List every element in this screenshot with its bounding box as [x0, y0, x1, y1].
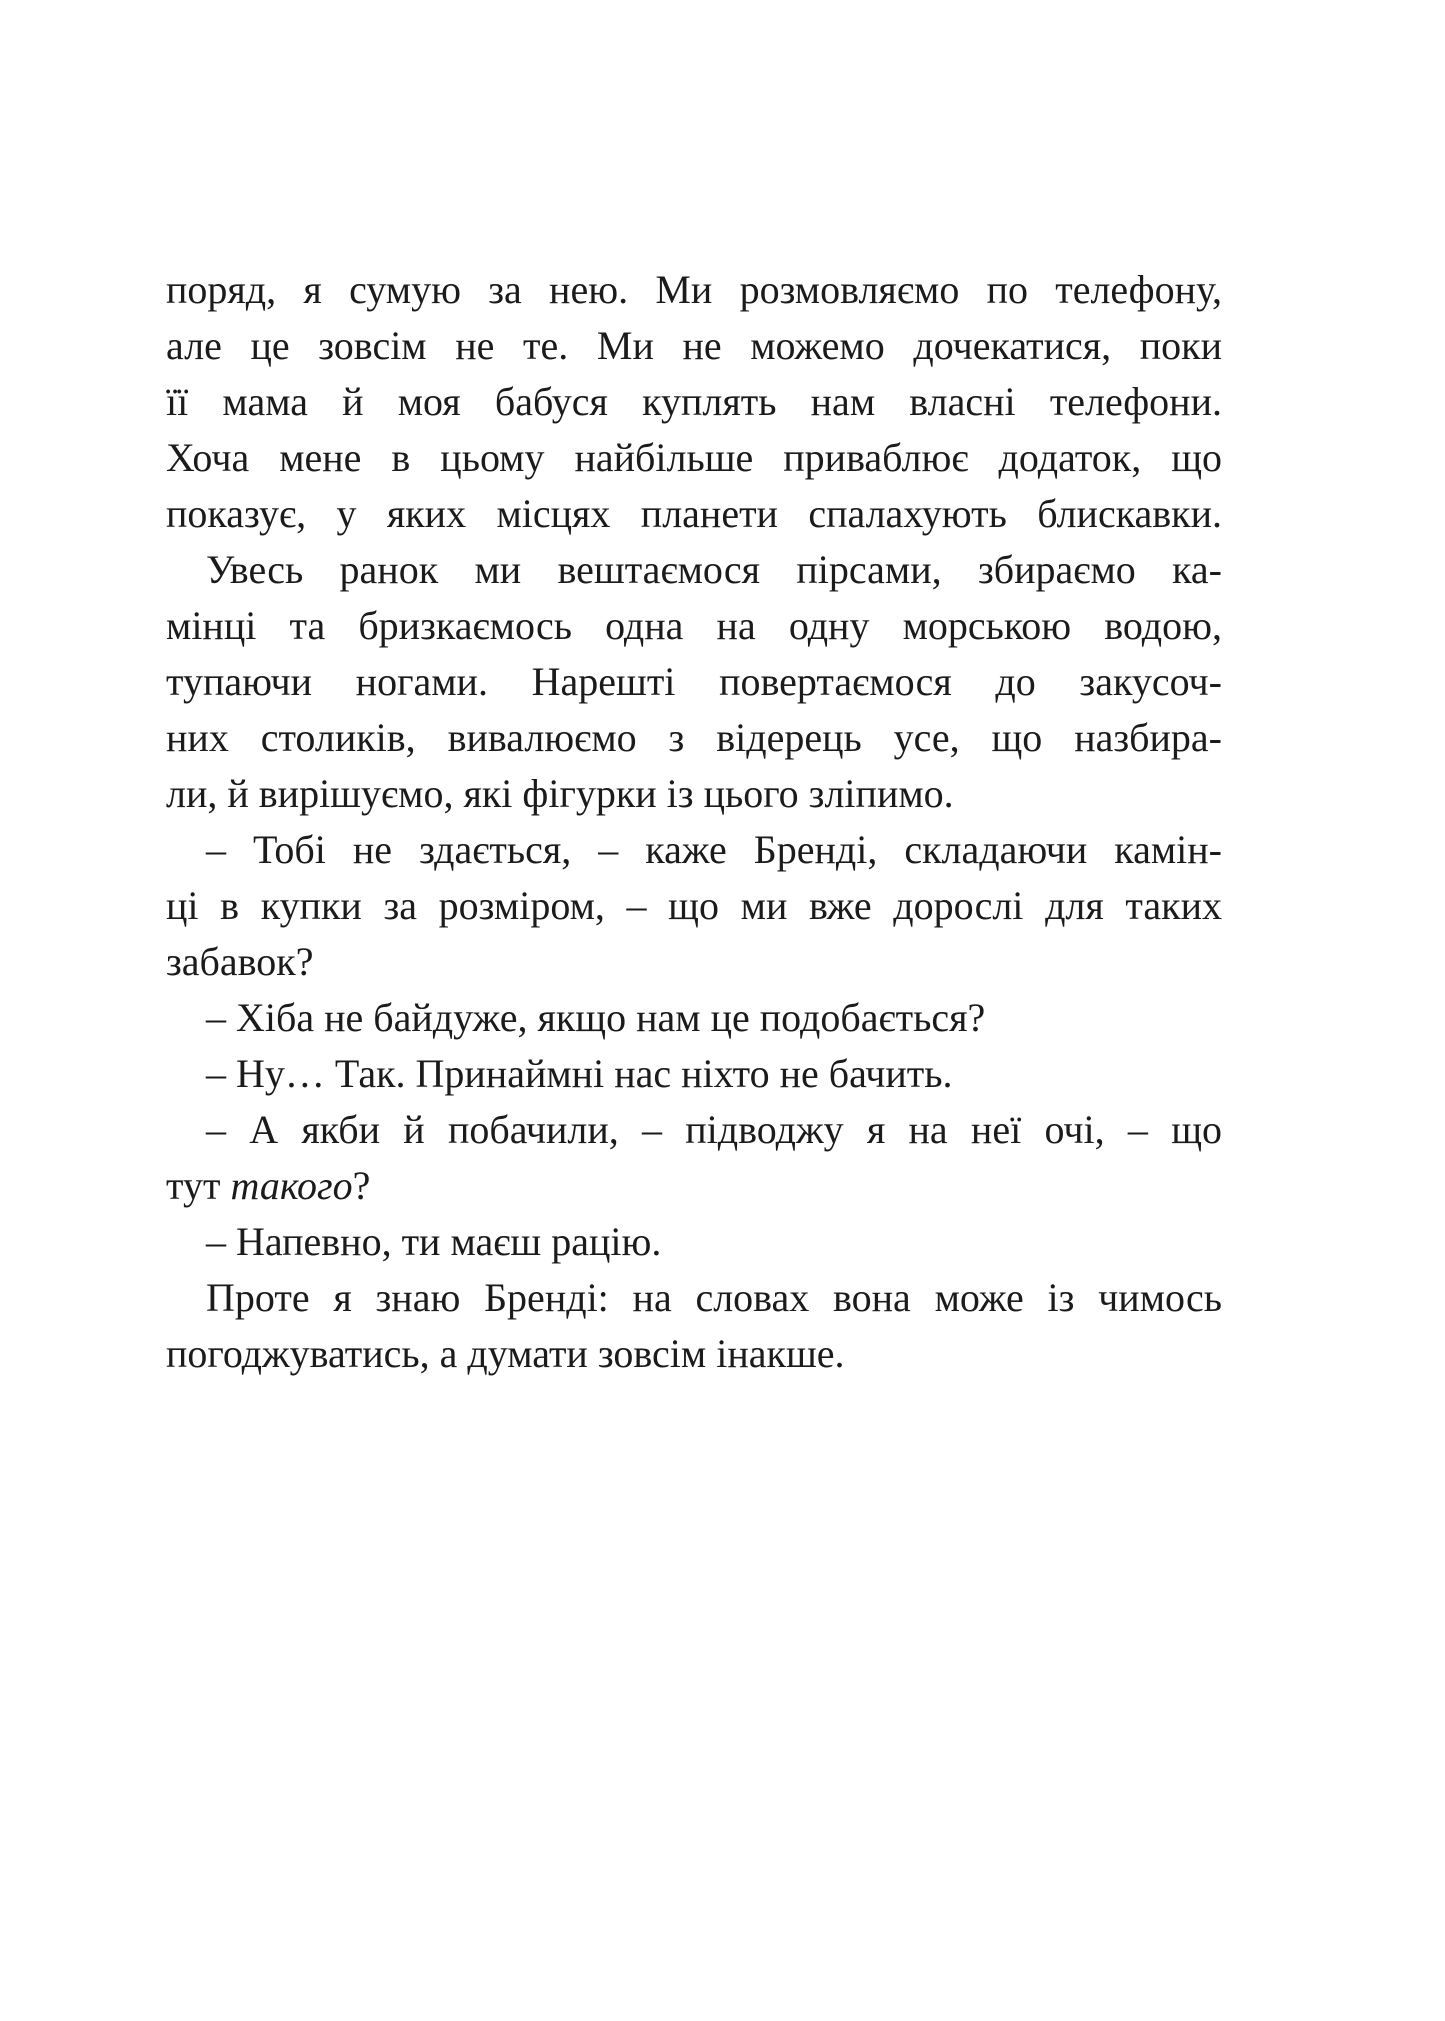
text-line: – Напевно, ти маєш рацію.: [206, 1219, 662, 1264]
text-line: поряд, я сумую за нею. Ми розмовляємо по телефону,: [166, 267, 1222, 312]
text-line: показує, у яких місцях планети спалахують блискавки.: [166, 491, 1222, 536]
text-line: них столиків, вивалюємо з відерець усе, що назбира-: [166, 715, 1222, 760]
text-line: – Ну… Так. Принаймні нас ніхто не бачить.: [206, 1051, 953, 1096]
text-line: мінці та бризкаємось одна на одну морською водою,: [166, 603, 1222, 648]
text-line: – Хіба не байдуже, якщо нам це подобається?: [206, 995, 986, 1040]
text-line: тупаючи ногами. Нарешті повертаємося до закусоч-: [166, 659, 1222, 704]
text-block: [166, 262, 1222, 1382]
paragraph: [166, 822, 1222, 990]
text-line: Увесь ранок ми вештаємося пірсами, збираємо ка-: [206, 547, 1222, 592]
text-segment: тут: [166, 1163, 231, 1208]
text-line: погоджуватись, а думати зовсім інакше.: [166, 1331, 845, 1376]
paragraph: [166, 1270, 1222, 1382]
text-line: але це зовсім не те. Ми не можемо дочекатися, поки: [166, 323, 1222, 368]
text-line: ли, й вирішуємо, які фігурки із цього зліпимо.: [166, 771, 954, 816]
text-line: забавок?: [166, 939, 314, 984]
paragraph: [166, 542, 1222, 822]
emphasized-word: такого: [230, 1163, 353, 1208]
text-line: Проте я знаю Бренді: на словах вона може із чимось: [206, 1275, 1222, 1320]
paragraph: [166, 990, 1222, 1046]
text-segment: ?: [352, 1163, 371, 1208]
paragraph: [166, 1214, 1222, 1270]
paragraph: [166, 1046, 1222, 1102]
text-line: ці в купки за розміром, – що ми вже дорослі для таких: [166, 883, 1222, 928]
text-line: Хоча мене в цьому найбільше приваблює додаток, що: [166, 435, 1222, 480]
paragraph: [166, 1102, 1222, 1214]
text-line: – А якби й побачили, – підводжу я на неї очі, – що: [206, 1107, 1222, 1152]
text-line: – Тобі не здається, – каже Бренді, складаючи камін-: [206, 827, 1222, 872]
text-line: [166, 1158, 1222, 1214]
paragraph: [166, 262, 1222, 542]
text-line: її мама й моя бабуся куплять нам власні телефони.: [166, 379, 1222, 424]
